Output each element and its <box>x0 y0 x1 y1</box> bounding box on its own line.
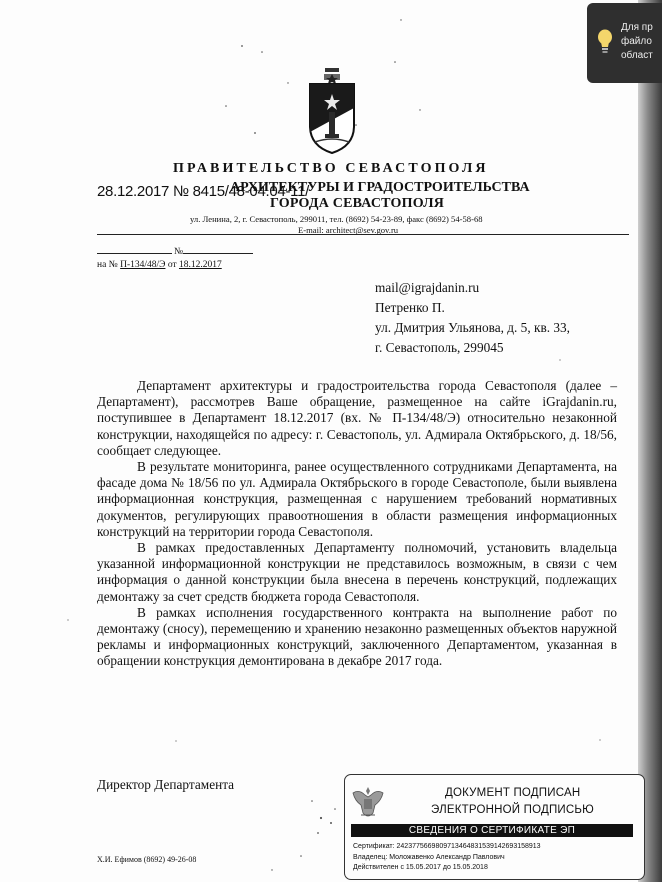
certificate-number: Сертификат: 2423775669809713464831539142693158913 <box>353 843 541 850</box>
tooltip-line: област <box>621 50 653 61</box>
recipient-block <box>375 278 570 358</box>
reply-from: от <box>167 260 177 270</box>
signatory-position: Директор Департамента <box>97 777 235 792</box>
government-title: ПРАВИТЕЛЬСТВО СЕВАСТОПОЛЯ <box>173 161 489 176</box>
certificate-header: СВЕДЕНИЯ О СЕРТИФИКАТЕ ЭП <box>351 824 633 837</box>
sevastopol-coat-of-arms-icon <box>307 68 357 154</box>
department-title: АРХИТЕКТУРЫ И ГРАДОСТРОИТЕЛЬСТВА <box>230 180 530 195</box>
letterhead-address: ул. Ленина, 2, г. Севастополь, 299011, тел. (8692) 54-23-89, факс (8692) 54-58-68 <box>190 214 483 224</box>
body-paragraph: Департамент архитектуры и градостроительства города Севастополя (далее – Департамент), рассмотрев Ваше обращение, размещенное на сайте iGrajdanin.ru, поступившее в Департамент 18.12.2017 (вх. № П-134/48/Э) относительно незаконной конструкции, находящейся по адресу: г. Севастополь, ул. Адмирала Октябрьского, д. 18/56, сообщает следующее. <box>97 378 617 458</box>
certificate-details <box>353 842 541 874</box>
recipient-name: Петренко П. <box>375 300 445 315</box>
signed-subtitle: ЭЛЕКТРОННОЙ ПОДПИСЬЮ <box>431 804 594 816</box>
recipient-street: ул. Дмитрия Ульянова, д. 5, кв. 33, <box>375 320 570 335</box>
date-blank <box>97 253 172 254</box>
letter-body <box>97 378 617 670</box>
number-blank <box>183 253 253 254</box>
electronic-signature-stamp <box>344 774 645 880</box>
recipient-email: mail@igrajdanin.ru <box>375 280 480 295</box>
reply-date: 18.12.2017 <box>178 260 222 270</box>
letterhead-divider <box>97 234 629 235</box>
recipient-city: г. Севастополь, 299045 <box>375 340 504 355</box>
signed-title: ДОКУМЕНТ ПОДПИСАН <box>445 787 581 799</box>
double-headed-eagle-icon <box>351 783 385 821</box>
window-edge <box>638 0 662 882</box>
hint-tooltip[interactable] <box>587 3 662 83</box>
executor-contact: Х.И. Ефимов (8692) 49-26-08 <box>97 855 197 864</box>
certificate-validity: Действителен с 15.05.2017 до 15.05.2018 <box>353 864 488 871</box>
tooltip-line: Для пр <box>621 22 653 33</box>
tooltip-line: файло <box>621 36 652 47</box>
reply-number: П-134/48/Э <box>120 260 166 270</box>
body-paragraph: В рамках предоставленных Департаменту полномочий, установить владельца указанной информационной конструкции не представилось возможным, в связи с чем информация о данной конструкции была внесена в перечень конструкций, подлежащих демонтажу за счет средств бюджета города Севастополя. <box>97 540 617 604</box>
number-prefix: № <box>174 247 184 257</box>
reply-reference-line <box>97 260 222 270</box>
certificate-owner: Владелец: Моложавенко Александр Павлович <box>353 853 505 861</box>
body-paragraph: В рамках исполнения государственного контракта на выполнение работ по демонтажу (сносу), перемещению и хранению незаконно размещенных объектов наружной рекламы и информационных конструкций, заключенного Департаментом, указанная в обращении конструкция демонтирована в декабре 2017 года. <box>97 604 617 669</box>
letterhead-email: E-mail: architect@sev.gov.ru <box>298 225 399 235</box>
registration-stamp: 28.12.2017 № 8415/48-04.04-11/ <box>97 183 309 200</box>
lightbulb-icon <box>597 29 613 55</box>
body-paragraph: В результате мониторинга, ранее осуществленного сотрудниками Департамента, на фасаде дома № 18/56 по ул. Адмирала Октябрьского в городе Севастополе, были выявлена информационная конструкция, размещенная с нарушением требований нормативных документов, регулирующих правоотношения в области размещения информационных конструкций на территории города Севастополя. <box>97 459 617 539</box>
reply-prefix: на № <box>97 260 118 270</box>
outgoing-number-line <box>97 247 253 257</box>
department-city: ГОРОДА СЕВАСТОПОЛЯ <box>270 196 445 211</box>
